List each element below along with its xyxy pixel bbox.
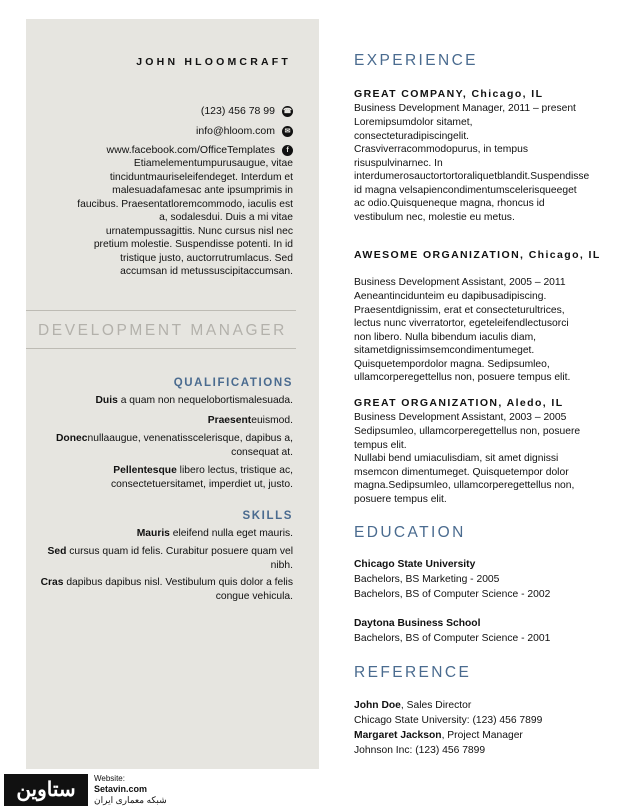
qualification-bold: Praesent bbox=[207, 415, 252, 426]
candidate-name: JOHN HLOOMCRAFT bbox=[136, 56, 291, 68]
sidebar bbox=[26, 19, 319, 769]
qualification-text: a quam non nequelobortismalesuada. bbox=[117, 395, 293, 406]
qualification-item bbox=[33, 394, 293, 408]
school-name bbox=[354, 617, 586, 631]
reference-contact: Chicago State University: (123) 456 7899 bbox=[354, 715, 543, 726]
role-title: DEVELOPMENT MANAGER bbox=[38, 322, 287, 339]
skill-bold: Cras bbox=[40, 577, 64, 588]
watermark-logo: ستاوین bbox=[4, 774, 88, 806]
skills-heading: SKILLS bbox=[242, 510, 293, 522]
qualification-bold: Duis bbox=[95, 395, 118, 406]
divider-top bbox=[26, 310, 296, 311]
qualification-bold: Donec bbox=[56, 433, 88, 444]
skill-text: dapibus dapibus nisl. Vestibulum quis dolor a felis congue vehicula. bbox=[63, 577, 293, 602]
skill-bold: Mauris bbox=[136, 528, 170, 539]
job-title: AWESOME ORGANIZATION, Chicago, IL bbox=[354, 249, 601, 261]
school-name-text: Chicago State University bbox=[354, 559, 476, 570]
facebook-contact[interactable] bbox=[107, 144, 293, 156]
phone-text: (123) 456 78 99 bbox=[200, 105, 275, 117]
qualifications-heading: QUALIFICATIONS bbox=[173, 377, 293, 389]
job-title: GREAT ORGANIZATION, Aledo, IL bbox=[354, 397, 564, 409]
skill-item bbox=[33, 545, 293, 572]
reference-role: , Sales Director bbox=[400, 700, 472, 711]
qualification-text: nullaaugue, venenatisscelerisque, dapibus a, consequat at. bbox=[87, 433, 293, 458]
email-contact[interactable] bbox=[196, 125, 293, 137]
job-description: Loremipsumdolor sitamet, consecteturadipiscingelit. Crasviverracommodopurus, in tempus risuspulvinarnec. In interdumerosauctortortoraliquetblandit.Suspendisse id magna velsapiencondimentumscelerisqueeget ac odio.Quisqueneque magna, rhoncus id vestibulum nec, molestie eu metus. bbox=[354, 117, 590, 223]
reference-contact: Johnson Inc: (123) 456 7899 bbox=[354, 745, 486, 756]
reference-heading: REFERENCE bbox=[354, 664, 472, 681]
skill-item bbox=[33, 576, 293, 603]
watermark-tagline: شبکه معماری ایران bbox=[94, 795, 167, 805]
qualification-item bbox=[33, 432, 293, 459]
profile-summary: Etiamelementumpurusaugue, vitae tinciduntmauriseleifendeget. Interdum et malesuadafamesac ante ipsumprimis in faucibus. Praesentatloremcommodo, iaculis est a, sodalesdui. Duis a mi vitae urnatempussagittis. Nunc cursus nisl nec pretium molestie. Suspendisse potenti. In id tristique justo, auctorrutrumlacus. Sed accumsan id metussuscipitaccumsan. bbox=[77, 158, 293, 277]
job-description: Nullabi bend umiaculisdiam, sit amet dignissi msemcon dimentumeget. Quisquetempor dolor magna.Sedipsumleo, ullamcorperegettellus non, posuere tempus elit. bbox=[354, 453, 575, 505]
skill-bold: Sed bbox=[47, 546, 67, 557]
facebook-icon: f bbox=[282, 145, 293, 156]
divider-bottom bbox=[26, 348, 296, 349]
reference-name: John Doe bbox=[354, 700, 401, 711]
qualification-item bbox=[33, 414, 293, 428]
degree: Bachelors, BS of Computer Science - 2001 bbox=[354, 633, 551, 644]
degree: Bachelors, BS Marketing - 2005 bbox=[354, 574, 500, 585]
email-icon: ✉ bbox=[282, 126, 293, 137]
qualification-text: libero lectus, tristique ac, consectetuersitamet, imperdiet ut, justo. bbox=[111, 465, 293, 490]
watermark-site[interactable]: Setavin.com bbox=[94, 784, 148, 794]
job-description: Aeneantincidunteim eu dapibusadipiscing. Praesentdignissim, erat et consecteturultrices, lectus nunc viverratortor, egeteleifendlectusorci non libero. Nulla bibendum iaculis diam, sitametdignissimsemcondimentumeget. Quisquetempordolor magna. Sedipsumleo, ullamcorperegettellus non, posuere tempus elit. bbox=[354, 291, 571, 383]
job-position: Business Development Manager, 2011 – present bbox=[354, 103, 576, 114]
qualification-bold: Pellentesque bbox=[113, 465, 177, 476]
education-heading: EDUCATION bbox=[354, 524, 466, 541]
phone-icon: ☎ bbox=[282, 106, 293, 117]
degree: Bachelors, BS of Computer Science - 2002 bbox=[354, 589, 551, 600]
watermark-website-label: Website: bbox=[94, 774, 125, 783]
school-name-text: Daytona Business School bbox=[354, 618, 481, 629]
reference-role: , Project Manager bbox=[441, 730, 523, 741]
email-text[interactable]: info@hloom.com bbox=[196, 125, 275, 137]
watermark bbox=[0, 770, 190, 809]
phone-contact bbox=[201, 105, 293, 117]
reference-name-line bbox=[354, 729, 586, 743]
reference-name: Margaret Jackson bbox=[354, 730, 442, 741]
qualification-text: euismod. bbox=[251, 415, 293, 426]
job-title: GREAT COMPANY, Chicago, IL bbox=[354, 88, 544, 100]
qualification-item bbox=[33, 464, 293, 491]
skill-text: cursus quam id felis. Curabitur posuere quam vel nibh. bbox=[66, 546, 293, 571]
experience-heading: EXPERIENCE bbox=[354, 52, 478, 69]
skill-text: eleifend nulla eget mauris. bbox=[169, 528, 293, 539]
job-position: Business Development Assistant, 2003 – 2005 bbox=[354, 412, 567, 423]
reference-name-line bbox=[354, 699, 586, 713]
school-name bbox=[354, 558, 586, 572]
job-description: Sedipsumleo, ullamcorperegettellus non, posuere tempus elit. bbox=[354, 426, 581, 451]
job-position: Business Development Assistant, 2005 – 2011 bbox=[354, 277, 566, 288]
facebook-text[interactable]: www.facebook.com/OfficeTemplates bbox=[106, 144, 275, 156]
skill-item bbox=[33, 527, 293, 541]
